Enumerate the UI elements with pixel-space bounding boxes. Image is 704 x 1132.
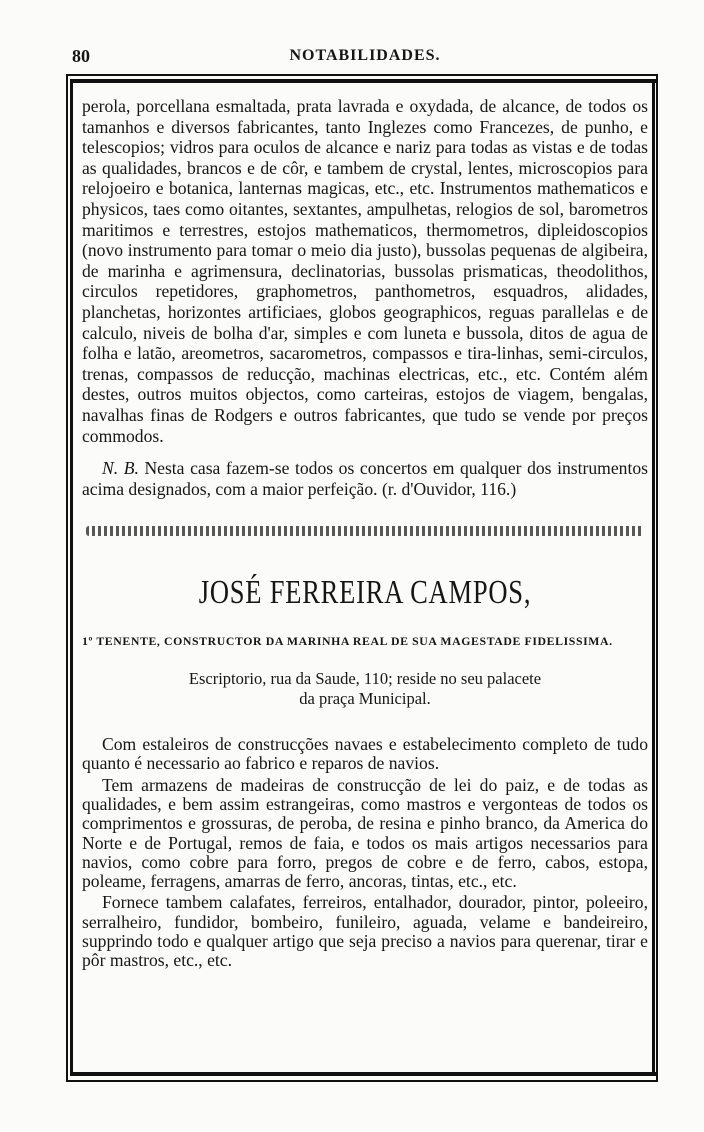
instruments-paragraph: perola, porcellana esmaltada, prata lavrada e oxydada, de alcance, de todos os tamanhos e diversos fabricantes, tanto Inglezes como Francezes, de punho, e telescopios; vidros para oculos de alcance e nariz para todas as vistas e de todas as qualidades, brancos e de côr, e tambem de crystal, lentes, microscopios para relojoeiro e botanica, lanternas magicas, etc., etc. Instrumentos mathematicos e physicos, taes como oitantes, sextantes, ampulhetas, relogios de sol, barometros maritimos e terrestres, estojos mathematicos, thermometros, dipleidoscopios (novo instrumento para tomar o meio dia justo), bussolas pequenas de algibeira, de marinha e agrimensura, declinatorias, bussolas prismaticas, theodolithos, circulos repetidores, graphometros, panthometros, esquadros, alidades, planchetas, horizontes artificiaes, globos geographicos, reguas parallelas e de calculo, niveis de bolha d'ar, simples e com luneta e bussola, ditos de agua de folha e latão, areometros, sacarometros, compassos e tira-linhas, semi-circulos, trenas, compassos de reducção, machinas electricas, etc., etc. Contém além destes, outros muitos objectos, como carteiras, estojos de viagem, bengalas, navalhas finas de Rodgers e outros fabricantes, que tudo se vende por preços commodos.	[82, 96, 648, 446]
shipyard-paragraph: Com estaleiros de construcções navaes e estabelecimento completo de tudo quanto é necessario ao fabrico e reparos de navios.	[82, 734, 648, 774]
services-paragraph: Fornece tambem calafates, ferreiros, entalhador, dourador, pintor, poleeiro, serralheiro, fundidor, bombeiro, funileiro, aguada, velame e bandeireiro, supprindo todo e qualquer artigo que seja preciso a navios para querenar, tirar e pôr mastros, etc., etc.	[82, 892, 648, 971]
frame-rule-right	[652, 79, 655, 1076]
timber-paragraph: Tem armazens de madeiras de construcção de lei do paiz, e de todas as qualidades, e bem assim estrangeiras, como mastros e vergonteas de todos os comprimentos e grossuras, de peroba, de resina e pinho branco, da America do Norte e de Portugal, remos de faia, e todos os mais artigos necessarios para navios, como cobre para forro, pregos de cobre e de ferro, cabos, estopa, poleame, ferragens, amarras de ferro, ancoras, tintas, etc., etc.	[82, 774, 648, 892]
running-title: NOTABILIDADES.	[289, 47, 441, 64]
listing-name: JOSÉ FERREIRA CAMPOS,	[198, 574, 532, 612]
address-line-1: Escriptorio, rua da Saude, 110; reside no seu palacete	[188, 669, 542, 689]
nb-label: N. B.	[102, 458, 139, 479]
page-content	[82, 96, 648, 971]
page-header	[70, 46, 660, 70]
nb-text: Nesta casa fazem-se todos os concertos em qualquer dos instrumentos acima designados, com a maior perfeição. (r. d'Ouvidor, 116.)	[82, 458, 648, 500]
listing-address	[82, 669, 648, 709]
ornamental-divider	[86, 526, 644, 536]
address-line-2: da praça Municipal.	[299, 689, 431, 709]
nb-note	[82, 458, 648, 500]
frame-rule-top	[70, 79, 658, 83]
listing-subtitle: 1º TENENTE, CONSTRUCTOR DA MARINHA REAL DE SUA MAGESTADE FIDELISSIMA.	[82, 634, 613, 649]
frame-rule-left	[70, 79, 73, 1076]
frame-rule-bottom	[70, 1072, 658, 1076]
page-number: 80	[72, 46, 90, 66]
